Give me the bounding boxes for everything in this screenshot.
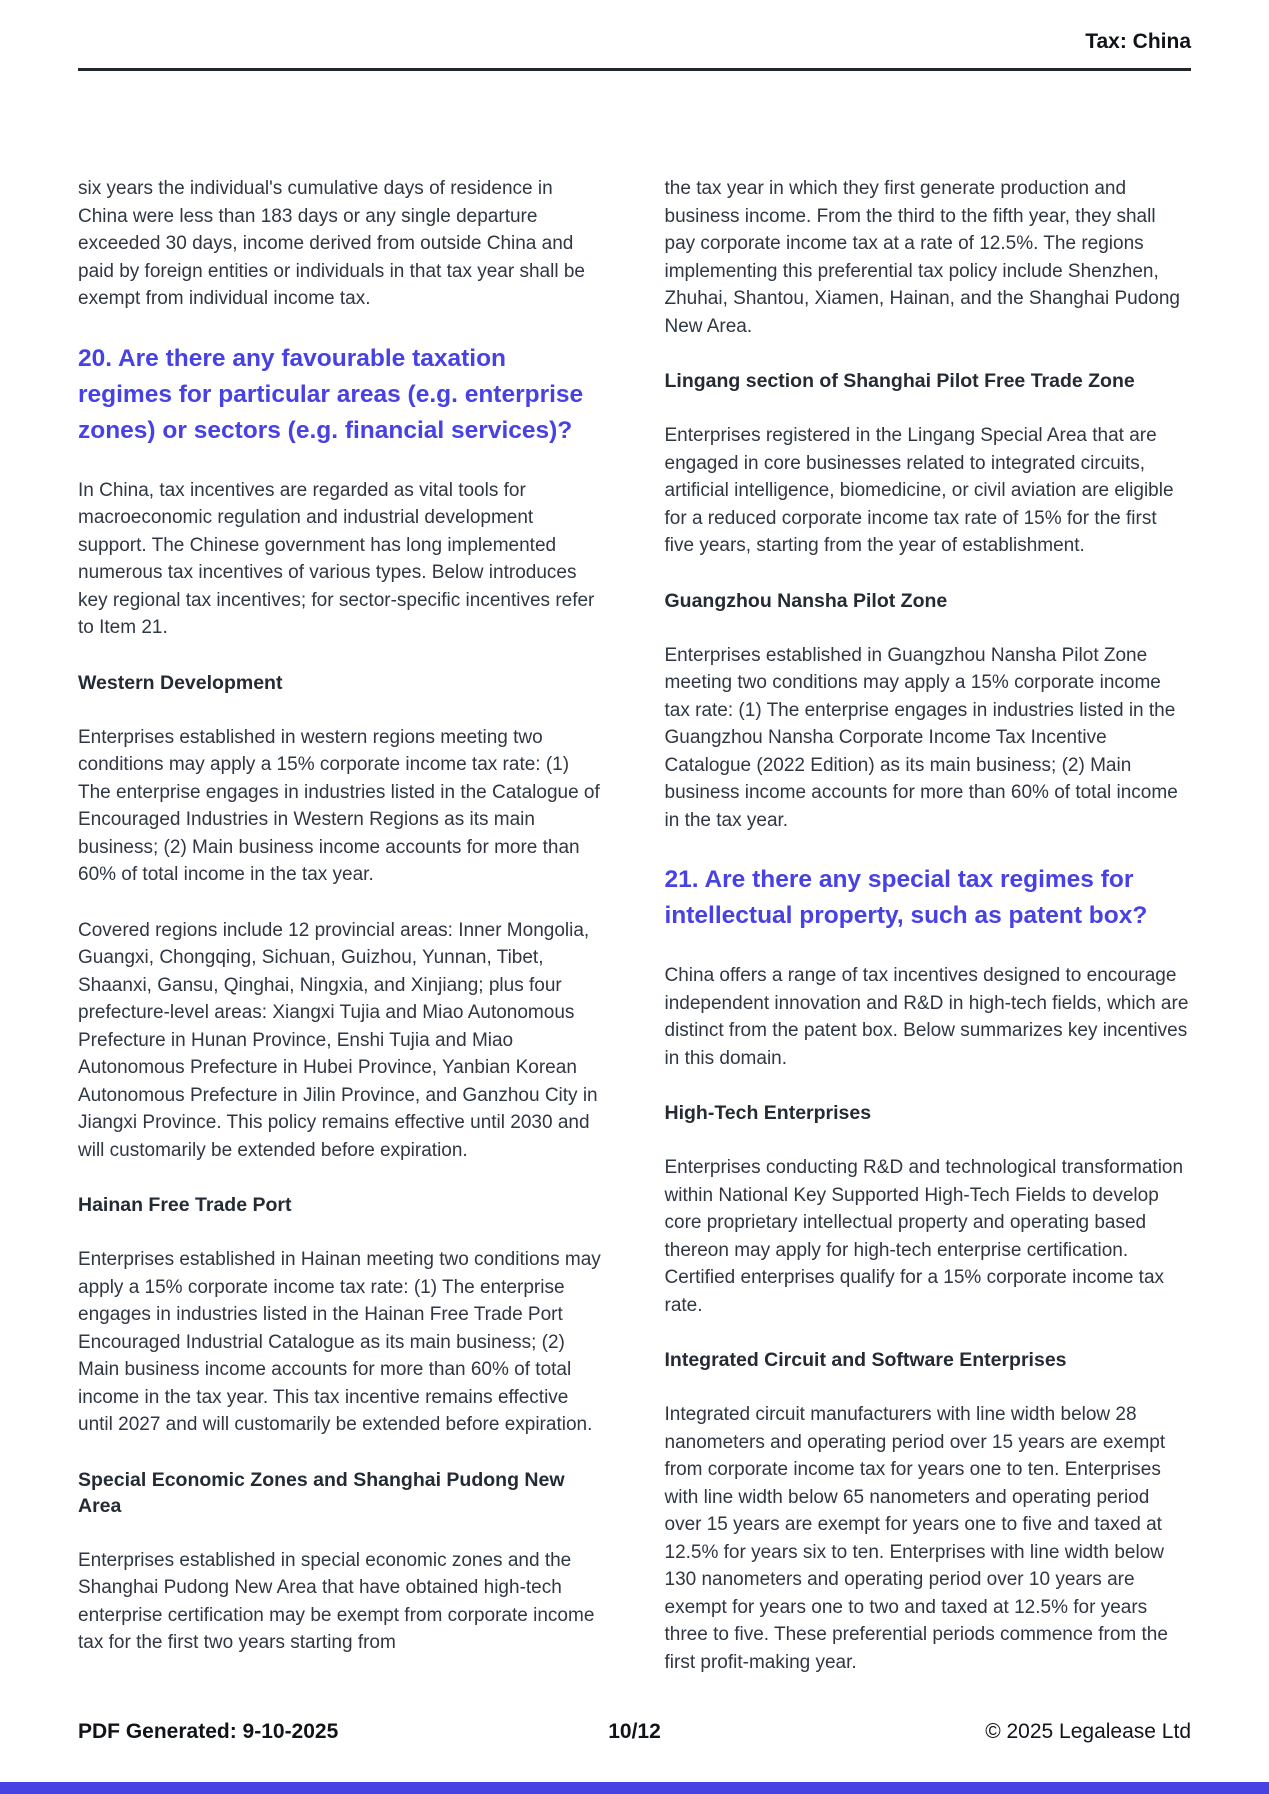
body-paragraph: Enterprises established in Hainan meeting two conditions may apply a 15% corporate income tax rate: (1) The enterprise engages in industries listed in the Hainan Free Trade Port Encouraged Industrial Catalogue as its main business; (2) Main business income accounts for more than 60% of total income in the tax year. This tax incentive remains effective until 2027 and will customarily be extended before expiration. <box>78 1249 601 1435</box>
footer <box>78 1720 1191 1744</box>
body-paragraph: Covered regions include 12 provincial areas: Inner Mongolia, Guangxi, Chongqing, Sichuan, Guizhou, Yunnan, Tibet, Shaanxi, Gansu, Qinghai, Ningxia, and Xinjiang; plus four prefecture-level areas: Xiangxi Tujia and Miao Autonomous Prefecture in Hunan Province, Enshi Tujia and Miao Autonomous Prefecture in Hubei Province, Yanbian Korean Autonomous Prefecture in Jilin Province, and Ganzhou City in Jiangxi Province. This policy remains effective until 2030 and will customarily be extended before expiration. <box>78 919 598 1161</box>
section-subheading: High-Tech Enterprises <box>664 1102 872 1124</box>
section-subheading: Lingang section of Shanghai Pilot Free Trade Zone <box>664 370 1135 392</box>
right-column <box>665 175 1192 1704</box>
body-paragraph: Enterprises established in Guangzhou Nansha Pilot Zone meeting two conditions may apply a 15% corporate income tax rate: (1) The enterprise engages in industries listed in the Guangzhou Nansha Corporate Income Tax Incentive Catalogue (2022 Edition) as its main business; (2) Main business income accounts for more than 60% of total income in the tax year. <box>664 644 1178 831</box>
section-subheading: Integrated Circuit and Software Enterprises <box>664 1349 1067 1371</box>
body-paragraph: Enterprises established in special economic zones and the Shanghai Pudong New Area that have obtained high-tech enterprise certification may be exempt from corporate income tax for the first two years starting from <box>78 1549 595 1653</box>
section-subheading: Western Development <box>78 671 283 694</box>
page-header-title: Tax: China <box>1085 30 1191 53</box>
page-header <box>78 0 1191 54</box>
header-rule <box>78 68 1191 71</box>
question-heading: 21. Are there any special tax regimes for intellectual property, such as patent box? <box>664 866 1148 929</box>
page-content <box>78 175 1191 1704</box>
body-paragraph: six years the individual's cumulative days of residence in China were less than 183 days or any single departure exceeded 30 days, income derived from outside China and paid by foreign entities or individuals in that tax year shall be exempt from individual income tax. <box>78 178 585 309</box>
section-subheading: Hainan Free Trade Port <box>78 1194 292 1216</box>
left-column <box>78 175 605 1704</box>
section-subheading: Special Economic Zones and Shanghai Pudong New Area <box>78 1468 565 1517</box>
body-paragraph: the tax year in which they first generate production and business income. From the third to the fifth year, they shall pay corporate income tax at a rate of 12.5%. The regions implementing this preferential tax policy include Shenzhen, Zhuhai, Shantou, Xiamen, Hainan, and the Shanghai Pudong New Area. <box>664 178 1180 337</box>
question-heading: 20. Are there any favourable taxation regimes for particular areas (e.g. enterprise zones) or sectors (e.g. financial services)? <box>78 344 584 444</box>
body-paragraph: In China, tax incentives are regarded as vital tools for macroeconomic regulation and industrial development support. The Chinese government has long implemented numerous tax incentives of various types. Below introduces key regional tax incentives; for sector-specific incentives refer to Item 21. <box>78 479 595 638</box>
body-paragraph: Integrated circuit manufacturers with line width below 28 nanometers and operating period over 15 years are exempt from corporate income tax for years one to ten. Enterprises with line width below 65 nanometers and operating period over 15 years are exempt for years one to five and taxed at 12.5% for years six to ten. Enterprises with line width below 130 nanometers and operating period over 10 years are exempt for years one to two and taxed at 12.5% for years three to five. These preferential periods commence from the first profit-making year. <box>664 1404 1168 1673</box>
footer-copyright: © 2025 Legalease Ltd <box>985 1720 1191 1743</box>
section-subheading: Guangzhou Nansha Pilot Zone <box>664 589 948 612</box>
body-paragraph: China offers a range of tax incentives designed to encourage independent innovation and R&D in high-tech fields, which are distinct from the patent box. Below summarizes key incentives in this domain. <box>664 965 1189 1069</box>
footer-page-number: 10/12 <box>608 1720 661 1743</box>
body-paragraph: Enterprises conducting R&D and technological transformation within National Key Supported High-Tech Fields to develop core proprietary intellectual property and operating based thereon may apply for high-tech enterprise certification. Certified enterprises qualify for a 15% corporate income tax rate. <box>664 1157 1184 1316</box>
body-paragraph: Enterprises established in western regions meeting two conditions may apply a 15% corporate income tax rate: (1) The enterprise engages in industries listed in the Catalogue of Encouraged Industries in Western Regions as its main business; (2) Main business income accounts for more than 60% of total income in the tax year. <box>78 726 600 885</box>
body-paragraph: Enterprises registered in the Lingang Special Area that are engaged in core businesses related to integrated circuits, artificial intelligence, biomedicine, or civil aviation are eligible for a reduced corporate income tax rate of 15% for the first five years, starting from the year of establishment. <box>664 425 1174 556</box>
footer-generated-date: PDF Generated: 9-10-2025 <box>78 1720 339 1743</box>
bottom-accent-bar <box>0 1782 1269 1794</box>
